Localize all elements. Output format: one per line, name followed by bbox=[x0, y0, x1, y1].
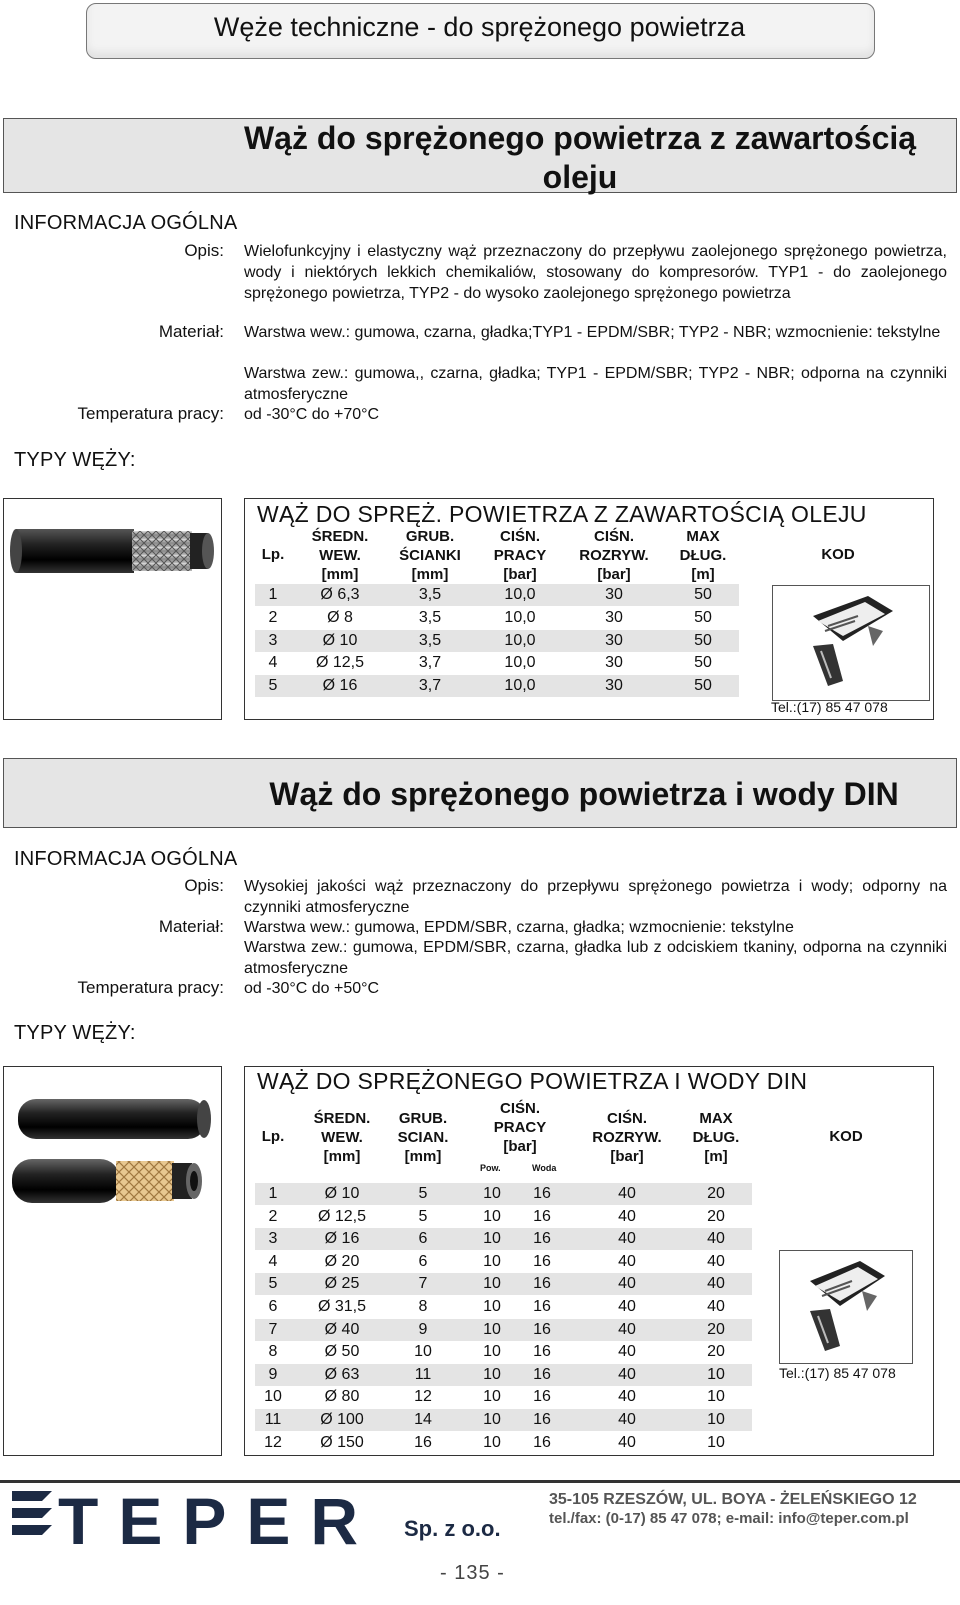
table2-header-max bbox=[676, 1109, 756, 1166]
footer-logo-sub: Sp. z o.o. bbox=[404, 1516, 501, 1541]
table1-cell: 30 bbox=[605, 677, 623, 695]
table2-header-max-3: [m] bbox=[704, 1148, 728, 1165]
table1-cell: 30 bbox=[605, 608, 623, 626]
table2-cell: 10 bbox=[483, 1320, 501, 1338]
table1-header-max-1: MAX bbox=[686, 528, 720, 545]
table2-cell: Ø 63 bbox=[324, 1365, 360, 1383]
table2-header-cisn-pracy-2: PRACY bbox=[493, 1119, 547, 1136]
table1-header-sredn bbox=[300, 527, 380, 584]
table2-cell: 10 bbox=[707, 1388, 725, 1406]
table2-row bbox=[255, 1432, 752, 1454]
table2-cell: Ø 150 bbox=[320, 1433, 364, 1451]
table2-cell: Ø 10 bbox=[324, 1185, 360, 1202]
table2-cell: 40 bbox=[618, 1230, 636, 1248]
table2-row bbox=[255, 1228, 752, 1250]
section2-info-heading: INFORMACJA OGÓLNA bbox=[14, 848, 238, 870]
table2-cell: 9 bbox=[418, 1320, 428, 1338]
section2-banner bbox=[3, 758, 957, 828]
table2-cell: 9 bbox=[268, 1365, 278, 1383]
table2-header-kod: KOD bbox=[829, 1128, 863, 1145]
table1-header-grub bbox=[390, 527, 470, 584]
table2-cell: 10 bbox=[483, 1343, 501, 1361]
table1-header-cisn-pracy-1: CIŚN. bbox=[499, 528, 540, 545]
table1-header-cisn-rozryw bbox=[570, 527, 658, 584]
table2-header-grub-3: [mm] bbox=[404, 1148, 442, 1165]
table1-cell: 10,0 bbox=[504, 677, 536, 695]
table2-cell: 10 bbox=[483, 1252, 501, 1270]
table1-cell: 30 bbox=[605, 654, 623, 672]
table1-header-grub-3: [mm] bbox=[411, 566, 449, 583]
section1-material-text2: Warstwa zew.: gumowa,, czarna, gładka; TYP1 - EPDM/SBR; TYP2 - NBR; odporna na czynniki atmosferyczne bbox=[244, 365, 947, 403]
section1-material-label: Materiał: bbox=[158, 322, 224, 341]
table1-cell: 10,0 bbox=[504, 654, 536, 672]
table2-cell: 5 bbox=[418, 1185, 428, 1202]
table1-header-cisn-pracy bbox=[480, 527, 560, 584]
table1-cell: Ø 10 bbox=[322, 631, 358, 649]
table1-row bbox=[255, 675, 739, 697]
table2-header-cisn-rozryw bbox=[582, 1109, 672, 1166]
table2-header-sredn bbox=[302, 1109, 382, 1166]
table2-header-cisn-pracy-3: [bar] bbox=[503, 1138, 537, 1155]
table1-header-sredn-3: [mm] bbox=[321, 566, 359, 583]
table2-cell: 12 bbox=[264, 1433, 282, 1451]
table2-cell: 10 bbox=[483, 1275, 501, 1293]
table2-cell: 7 bbox=[268, 1320, 278, 1338]
table1-cell: 10,0 bbox=[504, 631, 536, 649]
table2-header-sredn-3: [mm] bbox=[323, 1148, 361, 1165]
table1-cell: 50 bbox=[694, 586, 712, 603]
table2-row bbox=[255, 1183, 752, 1205]
table2-cell: 8 bbox=[418, 1298, 428, 1315]
table2-cell: 16 bbox=[533, 1320, 551, 1338]
table2-row bbox=[255, 1386, 752, 1408]
table1-header-sredn-1: ŚREDN. bbox=[311, 528, 369, 545]
table2-header-cisn-rozryw-2: ROZRYW. bbox=[592, 1129, 662, 1146]
table2-cell: 16 bbox=[533, 1230, 551, 1248]
table1-header-cisn-rozryw-3: [bar] bbox=[597, 566, 631, 583]
table2-header-woda: Woda bbox=[532, 1163, 557, 1173]
table2-cell: 10 bbox=[414, 1343, 432, 1361]
page-number: - 135 - bbox=[440, 1562, 505, 1584]
table2-cell: 20 bbox=[707, 1207, 725, 1225]
section1-material-text1: Warstwa wew.: gumowa, czarna, gładka;TYP1 - EPDM/SBR; TYP2 - NBR; wzmocnienie: tekstylne bbox=[244, 324, 941, 341]
table1-header-cisn-rozryw-1: CIŚN. bbox=[593, 528, 634, 545]
table2-cell: 10 bbox=[483, 1207, 501, 1225]
table2-cell: 10 bbox=[707, 1433, 725, 1451]
page-header-title: Węże techniczne - do sprężonego powietrza bbox=[213, 12, 746, 42]
table1-cell: 3,7 bbox=[418, 654, 442, 672]
section1-opis-label: Opis: bbox=[184, 241, 224, 260]
catalog-icon-2 bbox=[780, 1251, 910, 1361]
table1-header-max bbox=[663, 527, 743, 584]
table2-cell: 8 bbox=[268, 1343, 278, 1361]
table1-cell: 1 bbox=[268, 586, 278, 603]
section2-temp-label: Temperatura pracy: bbox=[77, 978, 224, 997]
tel-2: Tel.:(17) 85 47 078 bbox=[779, 1365, 896, 1381]
table2-cell: 10 bbox=[707, 1365, 725, 1383]
table1-cell: Ø 16 bbox=[322, 677, 358, 695]
table2-cell: 10 bbox=[264, 1388, 282, 1406]
table2-cell: 40 bbox=[618, 1365, 636, 1383]
table2-row bbox=[255, 1206, 752, 1228]
table2-row bbox=[255, 1251, 752, 1273]
section1-title-line1: Wąż do sprężonego powietrza z zawartością bbox=[243, 120, 917, 156]
table2-header-max-1: MAX bbox=[699, 1110, 733, 1127]
table1-cell: 2 bbox=[268, 608, 278, 626]
table2-cell: 11 bbox=[264, 1411, 282, 1428]
table2-cell: 5 bbox=[268, 1275, 278, 1293]
table1-cell: 50 bbox=[694, 677, 712, 695]
table2-row bbox=[255, 1273, 752, 1295]
table2-cell: 3 bbox=[268, 1230, 278, 1248]
table2-cell: 40 bbox=[618, 1252, 636, 1270]
table2-header-sredn-1: ŚREDN. bbox=[313, 1110, 371, 1127]
table1-cell: Ø 12,5 bbox=[315, 654, 365, 672]
table2-cell: 16 bbox=[533, 1343, 551, 1361]
table1-header-cisn-pracy-2: PRACY bbox=[493, 547, 547, 564]
table1-header-grub-1: GRUB. bbox=[405, 528, 455, 545]
logo-stripes-icon bbox=[12, 1486, 52, 1546]
section1-banner bbox=[3, 118, 957, 193]
table2-cell: 16 bbox=[533, 1365, 551, 1383]
table2-row bbox=[255, 1341, 752, 1363]
table2-cell: Ø 25 bbox=[324, 1275, 360, 1293]
table2-cell: 20 bbox=[707, 1320, 725, 1338]
tel-1: Tel.:(17) 85 47 078 bbox=[771, 699, 888, 715]
table1-cell: 3,5 bbox=[418, 631, 442, 649]
table2-title: WĄŻ DO SPRĘŻONEGO POWIETRZA I WODY DIN bbox=[257, 1068, 808, 1094]
table2-cell: 16 bbox=[414, 1433, 432, 1451]
table1-cell: Ø 6,3 bbox=[320, 586, 360, 603]
table2-cell: Ø 100 bbox=[320, 1411, 364, 1428]
table1-cell: 4 bbox=[268, 654, 278, 672]
section2-opis-label: Opis: bbox=[184, 876, 224, 895]
table1-cell: 5 bbox=[268, 677, 278, 695]
table2-cell: 40 bbox=[707, 1230, 725, 1248]
table2-cell: 40 bbox=[618, 1185, 636, 1202]
table2-cell: 10 bbox=[483, 1411, 501, 1428]
table2-cell: 5 bbox=[418, 1207, 428, 1225]
table1-header-grub-2: ŚCIANKI bbox=[399, 547, 461, 564]
table1-cell: 3,5 bbox=[418, 586, 442, 603]
table2-cell: 10 bbox=[483, 1365, 501, 1383]
table1-cell: 10,0 bbox=[504, 586, 536, 603]
table2-cell: 20 bbox=[707, 1343, 725, 1361]
table2-cell: 16 bbox=[533, 1275, 551, 1293]
table1-header-max-2: DŁUG. bbox=[679, 547, 727, 564]
table2-cell: 16 bbox=[533, 1298, 551, 1315]
table2-row bbox=[255, 1319, 752, 1341]
table1-row bbox=[255, 652, 739, 674]
table1-header-lp: Lp. bbox=[261, 546, 285, 563]
table2-header-lp: Lp. bbox=[261, 1128, 285, 1145]
kod-image-1 bbox=[772, 585, 930, 701]
table2-row bbox=[255, 1296, 752, 1318]
table2-cell: 16 bbox=[533, 1185, 551, 1202]
table2-cell: Ø 50 bbox=[324, 1343, 360, 1361]
table2-cell: 6 bbox=[418, 1252, 428, 1270]
table2-cell: 10 bbox=[483, 1230, 501, 1248]
table2-header-sredn-2: WEW. bbox=[321, 1129, 363, 1146]
section2-title: Wąż do sprężonego powietrza i wody DIN bbox=[269, 776, 899, 812]
table2-cell: Ø 31,5 bbox=[317, 1298, 367, 1315]
table1-cell: 3,7 bbox=[418, 677, 442, 695]
table2-cell: 4 bbox=[268, 1252, 278, 1270]
hose-image-2 bbox=[4, 1067, 221, 1455]
table1-header-sredn-2: WEW. bbox=[319, 547, 361, 564]
table2-cell: 10 bbox=[483, 1298, 501, 1315]
table2-cell: 10 bbox=[483, 1433, 501, 1451]
section1-temp-label: Temperatura pracy: bbox=[77, 404, 224, 423]
table2-header-cisn-pracy bbox=[480, 1099, 560, 1156]
table2-cell: Ø 12,5 bbox=[317, 1207, 367, 1225]
table2-header-pow: Pow. bbox=[480, 1163, 501, 1173]
table2-cell: 40 bbox=[618, 1343, 636, 1361]
section1-opis-text: Wielofunkcyjny i elastyczny wąż przeznaczony do przepływu zaolejonego sprężonego powietrza, wody i niektórych lekkich chemikaliów, stosowany do kompresorów. TYP1 - do zaolejonego sprężonego powietrza, TYP2 - do wysoko zaolejonego sprężonego powietrza bbox=[244, 243, 947, 302]
catalog-icon bbox=[773, 586, 927, 698]
table2-cell: 1 bbox=[268, 1185, 278, 1202]
section1-title-line2: oleju bbox=[542, 159, 618, 195]
table2-cell: 40 bbox=[618, 1320, 636, 1338]
table2-header-cisn-rozryw-3: [bar] bbox=[610, 1148, 644, 1165]
table1-header-kod: KOD bbox=[821, 546, 855, 563]
table1-header-cisn-pracy-3: [bar] bbox=[503, 566, 537, 583]
table2-cell: 40 bbox=[707, 1275, 725, 1293]
table1-cell: 30 bbox=[605, 631, 623, 649]
table1-cell: 50 bbox=[694, 608, 712, 626]
table1-row bbox=[255, 607, 739, 629]
table2-header-grub-1: GRUB. bbox=[398, 1110, 448, 1127]
table2-cell: 10 bbox=[707, 1411, 725, 1428]
section2-opis-text: Wysokiej jakości wąż przeznaczony do przepływu sprężonego powietrza i wody; odporny na czynniki atmosferyczne bbox=[244, 878, 947, 916]
hose-image-box-1 bbox=[3, 498, 222, 720]
table2-cell: Ø 40 bbox=[324, 1320, 360, 1338]
footer-contact: tel./fax: (0-17) 85 47 078; e-mail: info@teper.com.pl bbox=[549, 1510, 909, 1527]
table2-cell: 40 bbox=[707, 1298, 725, 1315]
table1-cell: 3 bbox=[268, 631, 278, 649]
table2-header-max-2: DŁUG. bbox=[692, 1129, 740, 1146]
section2-temp-text: od -30°C do +50°C bbox=[244, 980, 380, 997]
section2-types-heading: TYPY WĘŻY: bbox=[14, 1022, 136, 1044]
table2-cell: 12 bbox=[414, 1388, 432, 1406]
table1-cell: Ø 8 bbox=[327, 608, 353, 626]
table2-row bbox=[255, 1364, 752, 1386]
table2-cell: Ø 80 bbox=[324, 1388, 360, 1406]
table2-cell: 40 bbox=[618, 1207, 636, 1225]
table2-header-grub bbox=[384, 1109, 462, 1166]
table2-cell: 11 bbox=[414, 1365, 432, 1383]
footer-logo: TEPER bbox=[58, 1484, 379, 1558]
table1-cell: 10,0 bbox=[504, 608, 536, 626]
table2-cell: 40 bbox=[618, 1433, 636, 1451]
table1-cell: 50 bbox=[694, 654, 712, 672]
section1-info-heading: INFORMACJA OGÓLNA bbox=[14, 212, 238, 234]
table2-cell: 6 bbox=[268, 1298, 278, 1315]
table2-cell: 16 bbox=[533, 1411, 551, 1428]
table2-cell: 20 bbox=[707, 1185, 725, 1202]
table1-cell: 30 bbox=[605, 586, 623, 603]
table2-cell: 7 bbox=[418, 1275, 428, 1293]
table2-header-grub-2: SCIAN. bbox=[397, 1129, 449, 1146]
section2-material-text2: Warstwa zew.: gumowa, EPDM/SBR, czarna, gładka lub z odciskiem tkaniny, odporna na czynniki atmosferyczne bbox=[244, 939, 947, 977]
kod-image-2 bbox=[779, 1250, 913, 1364]
table1-header-max-3: [m] bbox=[691, 566, 715, 583]
table2-cell: 16 bbox=[533, 1388, 551, 1406]
table1-row bbox=[255, 584, 739, 606]
section1-types-heading: TYPY WĘŻY: bbox=[14, 449, 136, 471]
section2-material-label: Materiał: bbox=[158, 917, 224, 936]
table2-cell: 40 bbox=[618, 1298, 636, 1315]
table2-cell: 16 bbox=[533, 1207, 551, 1225]
table1-header-cisn-rozryw-2: ROZRYW. bbox=[579, 547, 649, 564]
logo-mark bbox=[12, 1486, 52, 1546]
table2-cell: 14 bbox=[414, 1411, 432, 1428]
table1-cell: 50 bbox=[694, 631, 712, 649]
section2-material-text1: Warstwa wew.: gumowa, EPDM/SBR, czarna, gładka; wzmocnienie: tekstylne bbox=[244, 919, 794, 936]
table2-cell: 40 bbox=[618, 1411, 636, 1428]
table2-cell: 10 bbox=[483, 1185, 501, 1202]
hose-image-1 bbox=[4, 499, 221, 719]
table2-cell: 40 bbox=[707, 1252, 725, 1270]
table2-header-cisn-pracy-1: CIŚN. bbox=[499, 1100, 540, 1117]
table2-cell: 40 bbox=[618, 1388, 636, 1406]
table1-row bbox=[255, 630, 739, 652]
table2-cell: 2 bbox=[268, 1207, 278, 1225]
table1-cell: 3,5 bbox=[418, 608, 442, 626]
footer-address: 35-105 RZESZÓW, UL. BOYA - ŻELEŃSKIEGO 12 bbox=[549, 1491, 917, 1508]
table1-title: WĄŻ DO SPRĘŻ. POWIETRZA Z ZAWARTOŚCIĄ OLEJU bbox=[257, 501, 867, 527]
section1-temp-text: od -30°C do +70°C bbox=[244, 406, 380, 423]
table2-header-cisn-rozryw-1: CIŚN. bbox=[606, 1110, 647, 1127]
table2-cell: 10 bbox=[483, 1388, 501, 1406]
hose-image-box-2 bbox=[3, 1066, 222, 1456]
table2-cell: 16 bbox=[533, 1433, 551, 1451]
table2-cell: 16 bbox=[533, 1252, 551, 1270]
table2-cell: 6 bbox=[418, 1230, 428, 1248]
table2-cell: Ø 20 bbox=[324, 1252, 360, 1270]
table2-cell: Ø 16 bbox=[324, 1230, 360, 1248]
table2-row bbox=[255, 1409, 752, 1431]
table2-cell: 40 bbox=[618, 1275, 636, 1293]
